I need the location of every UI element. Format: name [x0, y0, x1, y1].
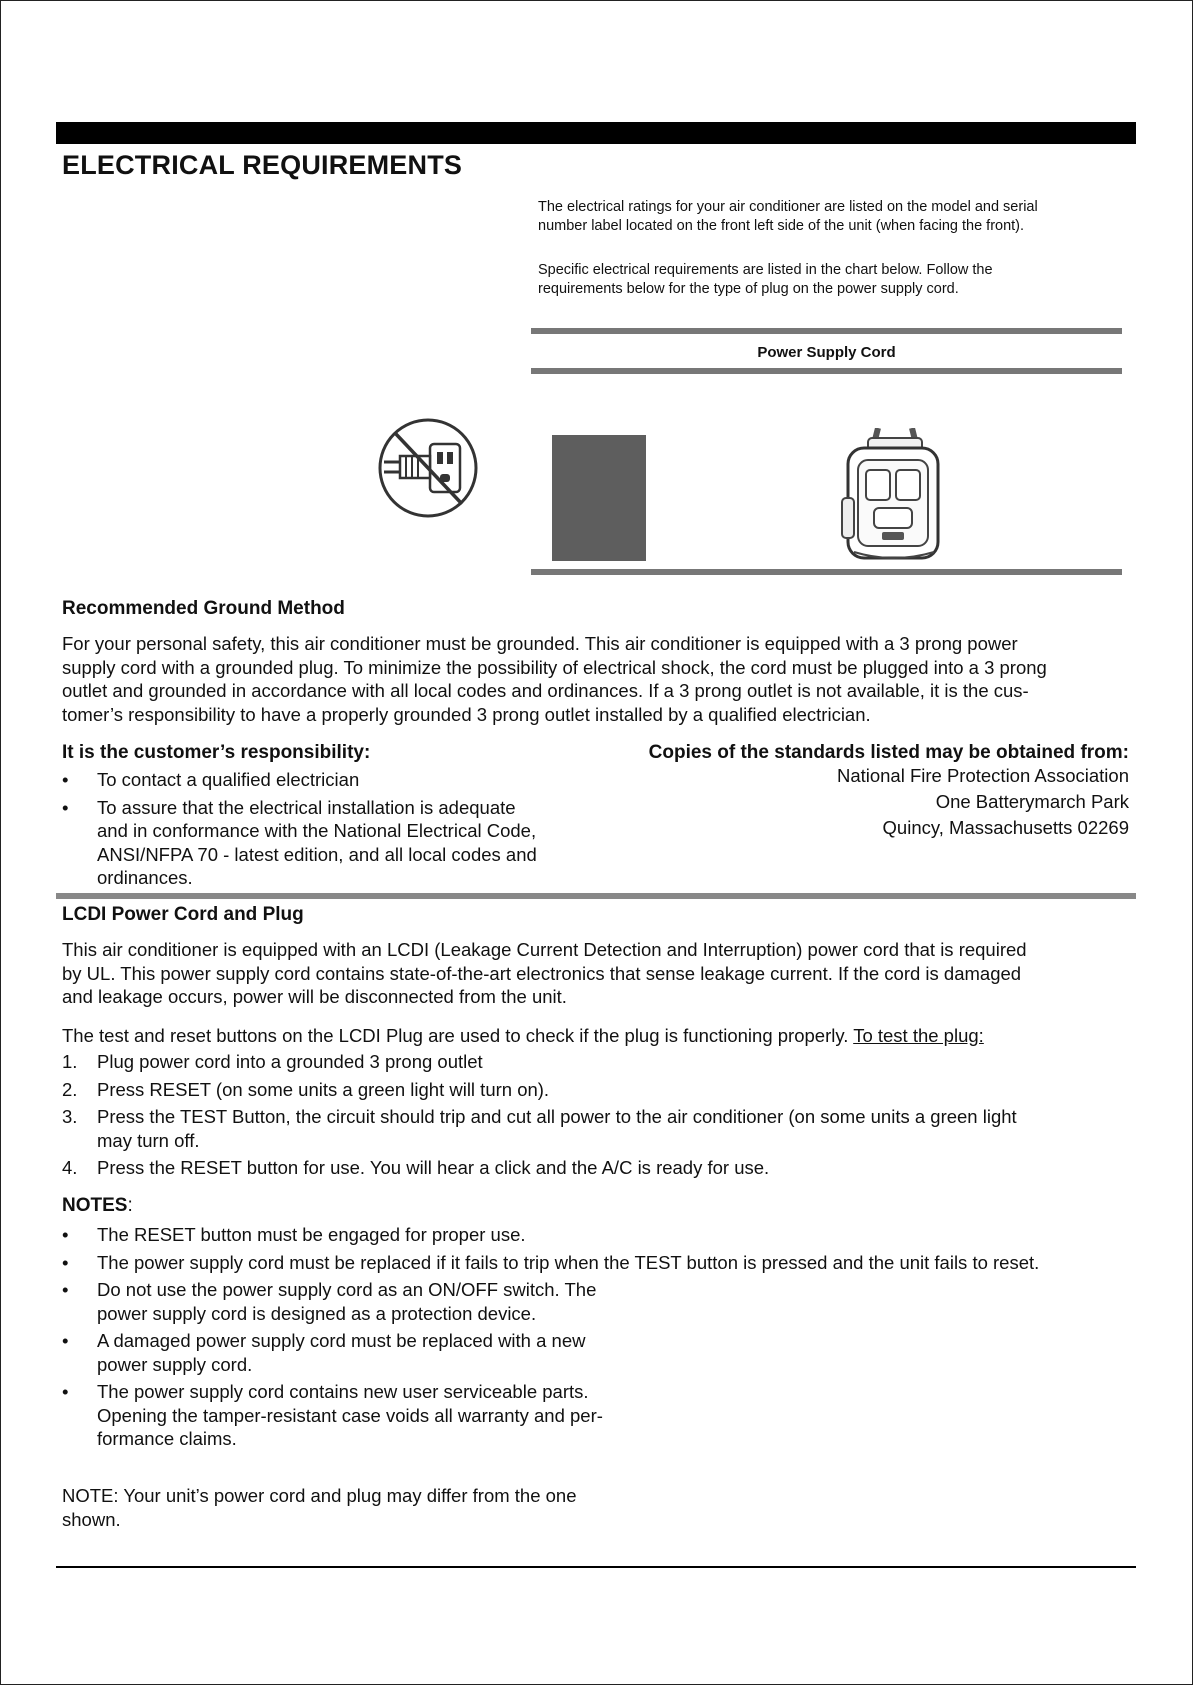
intro-line: requirements below for the type of plug on the power supply cord. — [538, 281, 959, 297]
ground-method-heading: Recommended Ground Method — [62, 598, 345, 619]
responsibility-heading: It is the customer’s responsibility: — [62, 742, 371, 763]
note-text: A damaged power supply cord must be replaced with a new — [97, 1330, 586, 1351]
test-intro — [62, 1024, 1142, 1048]
step-text: Press the TEST Button, the circuit should trip and cut all power to the air conditioner (on some units a green light — [97, 1106, 1017, 1127]
notes-colon: : — [127, 1195, 133, 1216]
final-note-line: NOTE: Your unit’s power cord and plug may differ from the one — [62, 1485, 577, 1506]
list-item — [62, 1156, 1142, 1180]
step-number: 4. — [62, 1157, 78, 1178]
chart-bottom-rule — [531, 569, 1122, 575]
lcdi-heading: LCDI Power Cord and Plug — [62, 904, 304, 925]
intro-line: Specific electrical requirements are listed in the chart below. Follow the — [538, 262, 993, 278]
note-text: Do not use the power supply cord as an ON/OFF switch. The — [97, 1279, 597, 1300]
address-line: National Fire Protection Association — [836, 765, 1129, 786]
list-item-text: and in conformance with the National Electrical Code, — [97, 820, 537, 841]
bullet-marker: • — [62, 1330, 69, 1351]
list-item — [62, 1078, 1142, 1102]
lcdi-line: by UL. This power supply cord contains state-of-the-art electronics that sense leakage current. If the cord is damaged — [62, 962, 1022, 984]
note-text: The RESET button must be engaged for proper use. — [97, 1224, 526, 1245]
list-item — [62, 1050, 1142, 1074]
note-text: power supply cord. — [97, 1353, 253, 1375]
list-item — [62, 1223, 1162, 1247]
address-line: Quincy, Massachusetts 02269 — [882, 817, 1129, 838]
bullet-marker: • — [62, 1251, 69, 1273]
intro-line: The electrical ratings for your air conditioner are listed on the model and serial — [538, 199, 1038, 215]
list-item — [62, 796, 622, 890]
ground-line: For your personal safety, this air conditioner must be grounded. This air conditioner is equipped with a 3 prong power — [62, 633, 1018, 654]
step-text: Press RESET (on some units a green light will turn on). — [97, 1078, 550, 1100]
standards-heading: Copies of the standards listed may be obtained from: — [648, 742, 1129, 763]
step-text: may turn off. — [97, 1129, 200, 1151]
responsibility-list — [62, 768, 622, 894]
step-number: 3. — [62, 1106, 78, 1127]
note-text: The power supply cord must be replaced if it fails to trip when the TEST button is pressed and the unit fails to reset. — [97, 1251, 1040, 1273]
note-text: The power supply cord contains new user serviceable parts. — [97, 1381, 589, 1402]
ground-method-paragraph — [62, 632, 1142, 726]
step-number: 1. — [62, 1051, 78, 1072]
final-note — [62, 1484, 702, 1531]
chart-label: Power Supply Cord — [757, 344, 896, 361]
list-item-text: ANSI/NFPA 70 - latest edition, and all local codes and — [97, 843, 537, 865]
note-text: Opening the tamper-resistant case voids all warranty and per- — [97, 1404, 603, 1426]
lcdi-line: This air conditioner is equipped with an LCDI (Leakage Current Detection and Interruption) power cord that is required — [62, 939, 1027, 960]
list-item — [62, 1251, 1162, 1275]
intro-paragraph-ratings — [538, 198, 1118, 236]
standards-address — [837, 763, 1129, 841]
notes-heading — [62, 1195, 133, 1217]
note-text: power supply cord is designed as a protection device. — [97, 1302, 537, 1324]
bullet-marker: • — [62, 796, 69, 818]
intro-line: number label located on the front left side of the unit (when facing the front). — [538, 218, 1025, 234]
note-text: formance claims. — [97, 1428, 237, 1449]
section-divider — [56, 893, 1136, 899]
ground-line: tomer’s responsibility to have a properly grounded 3 prong outlet installed by a qualified electrician. — [62, 703, 871, 725]
bullet-marker: • — [62, 1381, 69, 1402]
list-item — [62, 1278, 1162, 1325]
list-item-text: To contact a qualified electrician — [97, 769, 360, 790]
test-intro-text: The test and reset buttons on the LCDI Plug are used to check if the plug is functioning properly. — [62, 1025, 854, 1046]
notes-list — [62, 1223, 1162, 1455]
list-item-text: ordinances. — [97, 867, 193, 888]
notes-heading-text: NOTES — [62, 1195, 128, 1216]
step-text: Press the RESET button for use. You will hear a click and the A/C is ready for use. — [97, 1157, 770, 1178]
bullet-marker: • — [62, 1224, 69, 1245]
intro-paragraph-requirements — [538, 261, 1118, 299]
ground-line: outlet and grounded in accordance with all local codes and ordinances. If a 3 prong outlet is not available, it is the cus- — [62, 680, 1029, 701]
list-item — [62, 768, 622, 792]
ground-line: supply cord with a grounded plug. To minimize the possibility of electrical shock, the cord must be plugged into a 3 prong — [62, 656, 1047, 678]
footer-rule — [56, 1566, 1136, 1568]
list-item — [62, 1380, 1162, 1451]
no-adapter-plug-icon — [376, 416, 480, 520]
plug-image-placeholder — [552, 435, 646, 561]
header-bar — [56, 122, 1136, 144]
final-note-line: shown. — [62, 1508, 121, 1530]
test-the-plug-label: To test the plug: — [853, 1025, 984, 1046]
chart-top-rule — [531, 328, 1122, 334]
lcdi-paragraph — [62, 938, 1142, 1009]
page-title: ELECTRICAL REQUIREMENTS — [62, 150, 463, 180]
lcdi-line: and leakage occurs, power will be disconnected from the unit. — [62, 986, 567, 1007]
list-item — [62, 1329, 1162, 1376]
bullet-marker: • — [62, 1279, 69, 1300]
address-line: One Batterymarch Park — [935, 791, 1129, 812]
list-item — [62, 1105, 1142, 1152]
chart-mid-rule — [531, 368, 1122, 374]
test-steps-list — [62, 1050, 1142, 1184]
lcdi-plug-illustration — [838, 428, 950, 566]
list-item-text: To assure that the electrical installation is adequate — [97, 796, 516, 818]
bullet-marker: • — [62, 769, 69, 790]
step-number: 2. — [62, 1078, 78, 1100]
step-text: Plug power cord into a grounded 3 prong outlet — [97, 1051, 483, 1072]
